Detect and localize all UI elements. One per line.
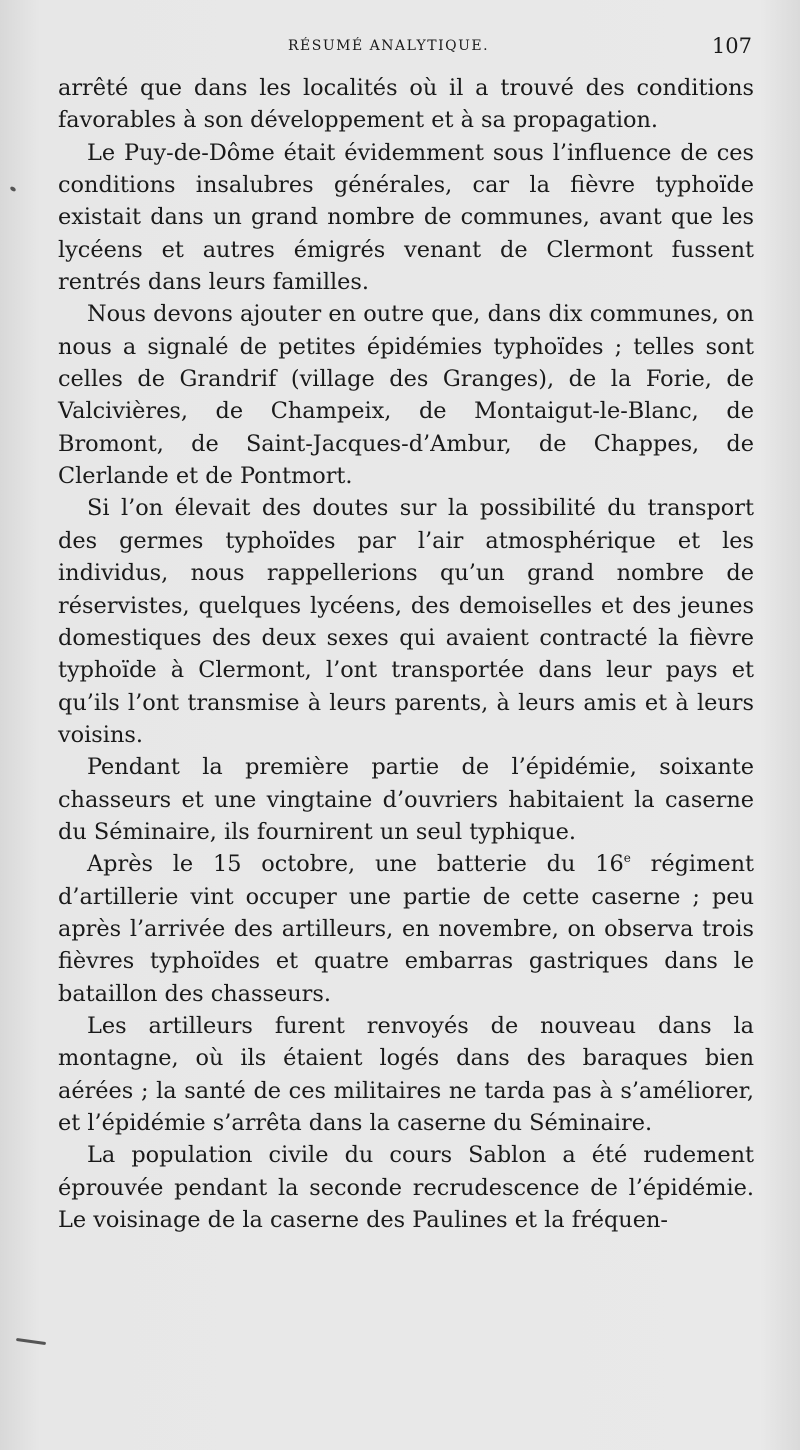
page-header — [58, 34, 752, 62]
paragraph: Pendant la première partie de l’épidémie, soixante chasseurs et une vingtaine d’ouvriers habitaient la caserne du Séminaire, ils fournirent un seul typhique. — [58, 754, 754, 845]
paragraph: Les artilleurs furent renvoyés de nouveau dans la montagne, où ils étaient logés dans des baraques bien aérées ; la santé de ces militaires ne tarda pas à s’améliorer, et l’épidémie s’arrêta dans la caserne du Séminaire. — [58, 1012, 754, 1136]
paragraph-continuation: arrêté que dans les localités où il a trouvé des conditions favorables à son développement et à sa propagation. — [58, 75, 754, 134]
print-speck — [9, 186, 16, 193]
page-number: 107 — [711, 34, 752, 58]
body-text — [58, 72, 754, 1236]
running-head: RÉSUMÉ ANALYTIQUE. — [288, 38, 490, 54]
print-speck — [16, 1338, 46, 1345]
superscript: e — [623, 851, 631, 866]
paragraph: Si l’on élevait des doutes sur la possibilité du transport des germes typhoïdes par l’air atmosphérique et les individus, nous rappellerions qu’un grand nombre de réservistes, quelques lycéens, des demoiselles et des jeunes domestiques des deux sexes qui avaient contracté la fièvre typhoïde à Clermont, l’ont transportée dans leur pays et qu’ils l’ont transmise à leurs parents, à leurs amis et à leurs voisins. — [58, 495, 754, 748]
paragraph — [58, 848, 754, 1010]
paragraph-text: Après le 15 octobre, une batterie du 16 — [87, 851, 624, 878]
paragraph: Nous devons ajouter en outre que, dans dix communes, on nous a signalé de petites épidémies typhoïdes ; telles sont celles de Grandrif (village des Granges), de la Forie, de Valcivières, de Champeix, de Montaigut-le-Blanc, de Bromont, de Saint-Jacques-d’Ambur, de Chappes, de Clerlande et de Pontmort. — [58, 301, 754, 490]
paragraph: La population civile du cours Sablon a été rudement éprouvée pendant la seconde recrudescence de l’épidémie. Le voisinage de la caserne des Paulines et la fréquen- — [58, 1142, 754, 1234]
paragraph-text: régiment d’artillerie vint occuper une partie de cette caserne ; peu après l’arrivée des artilleurs, en novembre, on observa trois fièvres typhoïdes et quatre embarras gastriques dans le bataillon des chasseurs. — [58, 851, 754, 1007]
paragraph: Le Puy-de-Dôme était évidemment sous l’influence de ces conditions insalubres générales, car la fièvre typhoïde existait dans un grand nombre de communes, avant que les lycéens et autres émigrés venant de Clermont fussent rentrés dans leurs familles. — [58, 139, 754, 296]
